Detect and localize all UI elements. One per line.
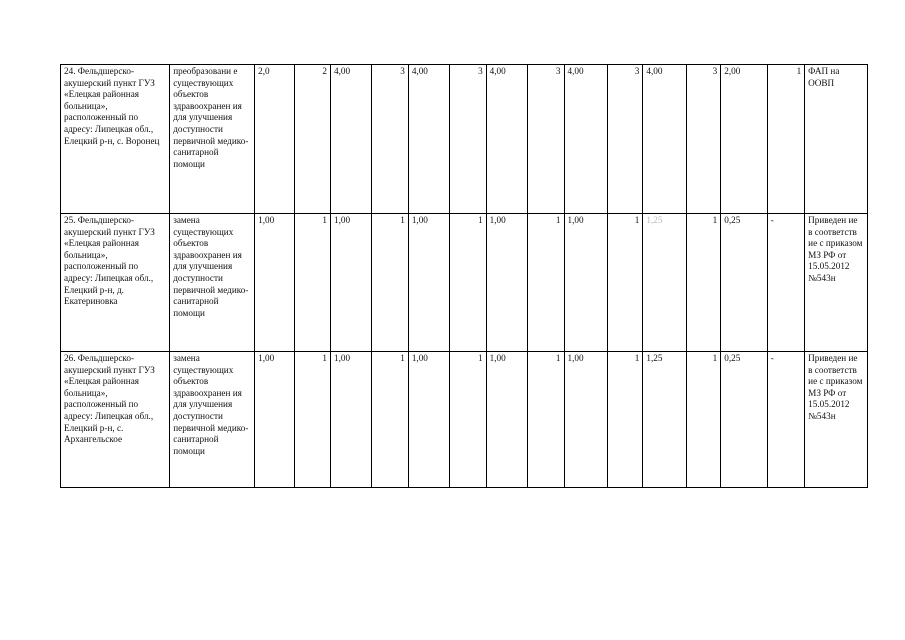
count-cell: 3: [372, 65, 408, 214]
value-cell: 4,00: [330, 65, 371, 214]
value-cell: 0,25: [721, 352, 768, 488]
value-cell: 4,00: [643, 65, 686, 214]
value-cell: 2,00: [721, 65, 768, 214]
count-cell: 3: [607, 65, 642, 214]
count-cell: 3: [450, 65, 486, 214]
count-cell: 1: [686, 214, 720, 352]
table-row: [61, 352, 868, 488]
value-cell: 1,00: [486, 352, 527, 488]
note-cell: ФАП на ООВП: [805, 65, 868, 214]
facility-table: [60, 64, 868, 488]
value-cell: 1,25: [643, 352, 686, 488]
value-cell: 4,00: [486, 65, 527, 214]
value-cell: 1,25: [643, 214, 686, 352]
facility-name-cell: 25. Фельдшерско-акушерский пункт ГУЗ «Елецкая районная больница», расположенный по адресу: Липецкая обл., Елецкий р-н, д. Екатериновка: [61, 214, 170, 352]
table-row: [61, 214, 868, 352]
value-cell: 1,00: [564, 214, 607, 352]
value-cell: 1,00: [330, 352, 371, 488]
table-row: [61, 65, 868, 214]
count-cell: 1: [767, 65, 804, 214]
count-cell: 1: [686, 352, 720, 488]
value-cell: 0,25: [721, 214, 768, 352]
value-cell: 1,00: [564, 352, 607, 488]
value-cell: 1,00: [408, 352, 449, 488]
value-cell: 1,00: [330, 214, 371, 352]
value-cell: 4,00: [564, 65, 607, 214]
count-cell: 1: [294, 352, 330, 488]
count-cell: 1: [450, 214, 486, 352]
count-cell: -: [767, 352, 804, 488]
facility-name-cell: 24. Фельдшерско-акушерский пункт ГУЗ «Елецкая районная больница», расположенный по адресу: Липецкая обл., Елецкий р-н, с. Воронец: [61, 65, 170, 214]
count-cell: 1: [294, 214, 330, 352]
measure-cell: замена существующих объектов здравоохранен ия для улучшения доступности первичной медико-санитарной помощи: [170, 352, 255, 488]
count-cell: 3: [528, 65, 564, 214]
value-cell: 1,00: [255, 352, 294, 488]
count-cell: 1: [450, 352, 486, 488]
count-cell: 1: [607, 352, 642, 488]
measure-cell: замена существующих объектов здравоохранен ия для улучшения доступности первичной медико-санитарной помощи: [170, 214, 255, 352]
count-cell: 2: [294, 65, 330, 214]
count-cell: 1: [528, 352, 564, 488]
measure-cell: преобразовани е существующих объектов здравоохранен ия для улучшения доступности первичной медико-санитарной помощи: [170, 65, 255, 214]
note-cell: Приведен ие в соответств ие с приказом МЗ РФ от 15.05.2012 №543н: [805, 214, 868, 352]
value-cell: 2,0: [255, 65, 294, 214]
note-cell: Приведен ие в соответств ие с приказом МЗ РФ от 15.05.2012 №543н: [805, 352, 868, 488]
value-cell: 4,00: [408, 65, 449, 214]
value-cell: 1,00: [255, 214, 294, 352]
count-cell: 1: [528, 214, 564, 352]
count-cell: -: [767, 214, 804, 352]
count-cell: 1: [607, 214, 642, 352]
count-cell: 1: [372, 352, 408, 488]
value-cell: 1,00: [408, 214, 449, 352]
count-cell: 3: [686, 65, 720, 214]
value-cell: 1,00: [486, 214, 527, 352]
count-cell: 1: [372, 214, 408, 352]
facility-name-cell: 26. Фельдшерско-акушерский пункт ГУЗ «Елецкая районная больница», расположенный по адресу: Липецкая обл., Елецкий р-н, с. Архангельское: [61, 352, 170, 488]
